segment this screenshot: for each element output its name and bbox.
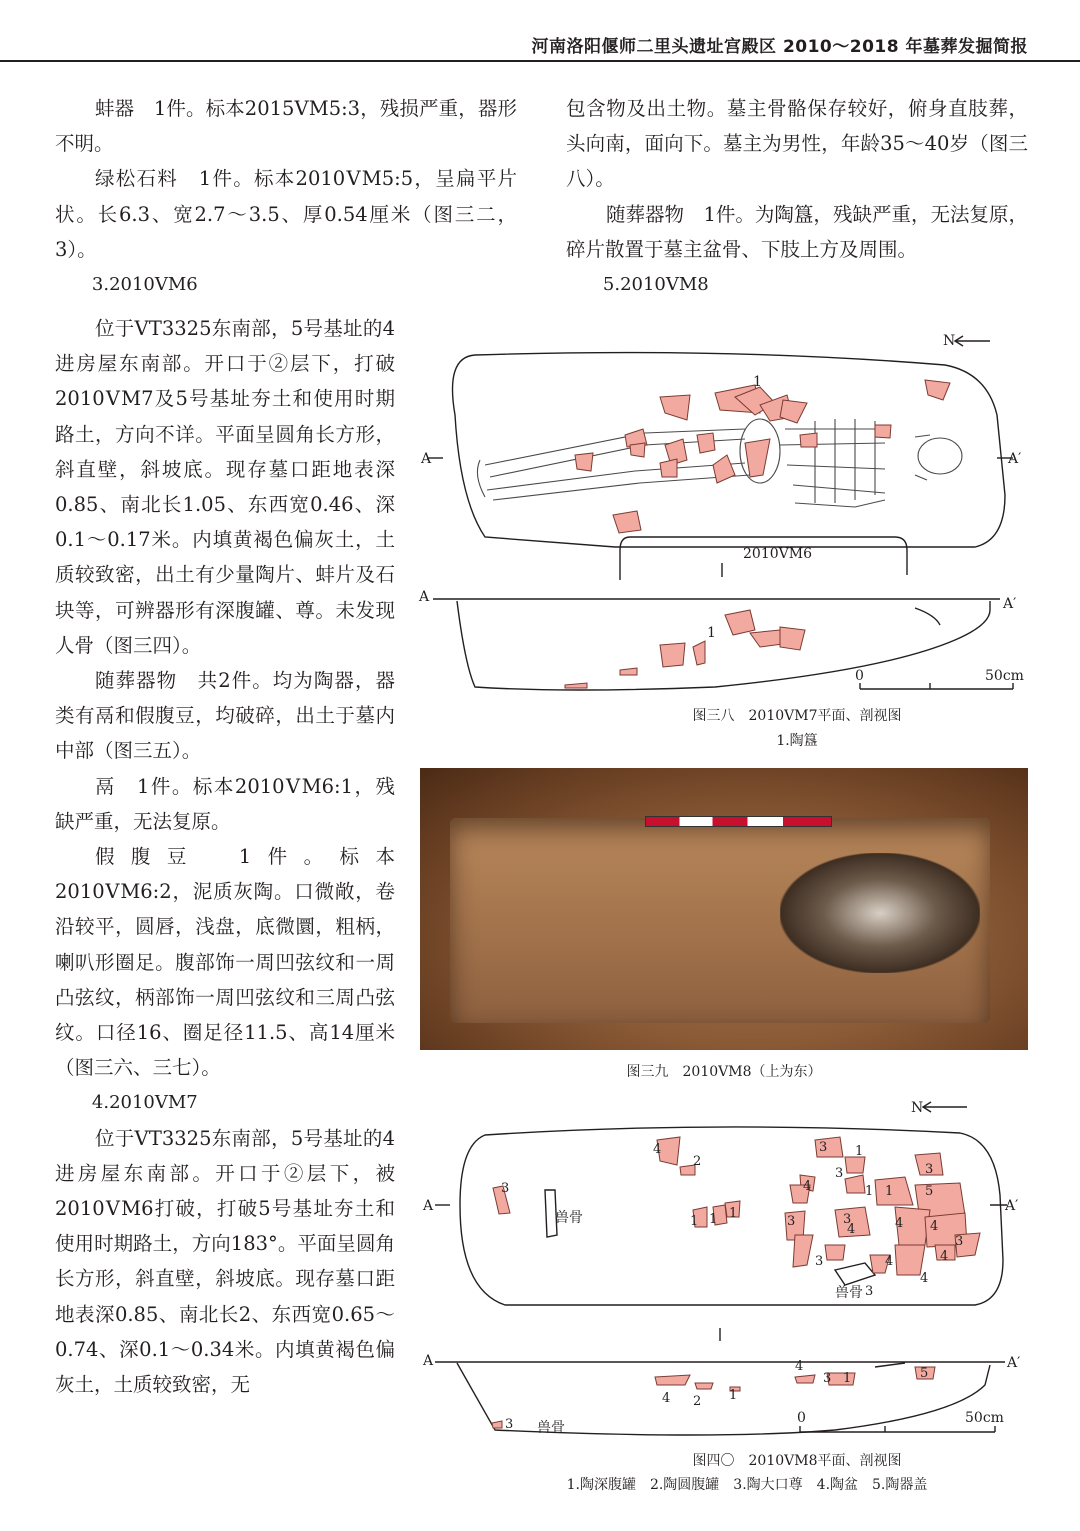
plan-sherd-number-1: 4 [653,1142,662,1157]
plan-sherd-number-3: 1 [690,1214,699,1229]
plan-sherd-number-19: 4 [885,1254,894,1269]
figure-38-legend: 1.陶簋 [776,733,818,749]
north-label-m8: N [911,1100,924,1116]
section-sherd-number-2: 4 [662,1391,671,1406]
left-column-bottom [55,311,395,1402]
section-a-label: A [421,451,432,467]
plan-sherd-number-8: 1 [855,1144,864,1159]
scale-bar-photo [645,816,832,827]
plan-sherd-number-17: 3 [925,1162,934,1177]
plan-sherd-number-16: 3 [843,1212,852,1227]
figure-40 [415,1095,1035,1445]
page-header [0,0,1080,72]
paragraph-jiafudou: 假腹豆 1件。标本2010ⅤM6:2，泥质灰陶。口微敞，卷沿较平，圆唇，浅盘，底微圜，粗柄，喇叭形圈足。腹部饰一周凹弦纹和一周凸弦纹，柄部饰一周凹弦纹和三周凸弦纹。口径16、圈足径11.5、高14厘米（图三六、三七）。 [55,845,395,1080]
m7-plan-section-drawing [415,325,1035,695]
section-a2-label: A′ [1008,451,1022,467]
paragraph-m6-description: 位于ⅤT3325东南部，5号基址的4进房屋东南部。开口于②层下，打破2010ⅤM7及5号基址夯土和使用时期路土，方向不详。平面呈圆角长方形，斜直壁，斜坡底。现存墓口距地表深0.85、南北长1.05、东西宽0.46、深0.1～0.17米。内填黄褐色偏灰土，土质较致密，出土有少量陶片、蚌片及石块等，可辨器形有深腹罐、尊。未发现人骨（图三四）。 [55,317,395,657]
m6-overlap-label: 2010ⅤM6 [743,546,812,562]
paragraph-m6-grave-goods: 随葬器物 共2件。均为陶器，器类有鬲和假腹豆，均破碎，出土于墓内中部（图三五）。 [55,669,395,763]
header-rule [0,60,1080,62]
running-title: 河南洛阳偃师二里头遗址宫殿区 2010～2018 年墓葬发掘简报 [531,37,1028,57]
m8-scale-zero: 0 [797,1410,806,1426]
figure-40-caption: 图四〇 2010ⅤM8平面、剖视图 [692,1453,902,1469]
m7-section-outline [457,601,990,690]
right-column-top [566,91,1028,302]
plan-sherd-number-21: 3 [955,1234,964,1249]
figure-38-caption: 图三八 2010ⅤM7平面、剖视图 [692,708,902,724]
plan-sherd-number-4: 1 [709,1212,718,1227]
section-number-labels [505,1359,928,1432]
plan-sherd-number-2: 2 [693,1154,702,1169]
plan-sherd-number-5: 1 [729,1206,738,1221]
sherd-cluster [780,853,980,973]
m8-section-a-label: A [423,1198,434,1214]
north-label: N [943,333,956,349]
left-column-top [55,91,517,302]
section-sherd-number-8: 5 [920,1366,929,1381]
section-heading-m8: 5.2010ⅤM8 [602,274,709,296]
plan-sherd-number-11: 1 [865,1184,874,1199]
plan-sherd-number-24: 4 [920,1271,929,1286]
paragraph-turquoise: 绿松石料 1件。标本2010ⅤM5:5，呈扁平片状。长6.3、宽2.7～3.5、厚0.54厘米（图三二，3）。 [55,167,517,261]
plan-sherd-number-25: 3 [865,1284,874,1299]
section-sherd-label-1: 1 [707,625,716,641]
section-sherd-number-4: 1 [729,1388,738,1403]
section-sherd-number-3: 2 [693,1394,702,1409]
figure-39-caption: 图三九 2010ⅤM8（上为东） [626,1064,822,1080]
plan-sherd-number-9: 3 [835,1166,844,1181]
paragraph-m7-description: 位于ⅤT3325东南部，5号基址的4进房屋东南部。开口于②层下，被2010ⅤM6打破，打破5号基址夯土和使用时期路土，方向183°。平面呈圆角长方形，斜直壁，斜坡底。现存墓口距地表深0.85、南北长2、东西宽0.65～0.74、深0.1～0.34米。内填黄褐色偏灰土，土质较致密，无 [55,1126,395,1397]
plan-sherd-number-6: 3 [501,1181,510,1196]
scale-50cm: 50cm [985,668,1024,684]
animal-bone-label-2: 兽骨 [835,1285,863,1301]
paragraph-m7-continued: 包含物及出土物。墓主骨骼保存较好，俯身直肢葬，头向南，面向下。墓主为男性，年龄35～40岁（图三八）。 [566,97,1028,191]
plan-sherd-number-14: 3 [787,1214,796,1229]
m7-plan-outline [453,353,1006,547]
plan-sherd-number-23: 4 [940,1249,949,1264]
plan-sherd-number-12: 1 [885,1184,894,1199]
plan-sherd-number-20: 4 [930,1219,939,1234]
m8-section-a2-label-lower: A′ [1007,1355,1021,1371]
section-sherd-number-7: 1 [843,1371,852,1386]
m8-plan-section-drawing [415,1095,1035,1445]
pottery-sherds-m8 [492,1137,980,1428]
m8-section-a-label-lower: A [423,1353,434,1369]
plan-sherd-number-10: 4 [803,1179,812,1194]
section-heading-m7: 4.2010ⅤM7 [91,1092,198,1114]
scale-zero: 0 [855,668,864,684]
section-sherd-number-6: 3 [823,1371,832,1386]
section-heading-m6: 3.2010ⅤM6 [91,274,198,296]
figure-40-legend: 1.陶深腹罐 2.陶圆腹罐 3.陶大口尊 4.陶盆 5.陶器盖 [566,1477,928,1493]
plan-sherd-number-7: 3 [819,1140,828,1155]
paragraph-bangqi: 蚌器 1件。标本2015ⅤM5:3，残损严重，器形不明。 [55,97,517,156]
m8-scale-50cm: 50cm [965,1410,1004,1426]
pottery-sherds [565,380,950,688]
section-sherd-number-5: 4 [795,1359,804,1374]
paragraph-li: 鬲 1件。标本2010ⅤM6:1，残缺严重，无法复原。 [55,774,395,833]
m8-section-a2-label: A′ [1005,1198,1019,1214]
plan-sherd-number-22: 3 [815,1254,824,1269]
section-a-label-lower: A [419,589,430,605]
figure-38 [415,325,1035,695]
figure-39-photo [420,768,1028,1050]
plan-sherd-number-18: 4 [895,1216,904,1231]
sherd-label-1: 1 [753,374,762,390]
section-sherd-number-1: 3 [505,1417,514,1432]
animal-bone-label-3: 兽骨 [537,1420,565,1436]
paragraph-m7-grave-goods: 随葬器物 1件。为陶簋，残缺严重，无法复原，碎片散置于墓主盆骨、下肢上方及周围。 [566,202,1028,261]
plan-sherd-number-13: 5 [925,1184,934,1199]
plan-sherd-number-15: 4 [847,1222,856,1237]
section-a2-label-lower: A′ [1003,596,1017,612]
animal-bone-label-1: 兽骨 [555,1210,583,1226]
